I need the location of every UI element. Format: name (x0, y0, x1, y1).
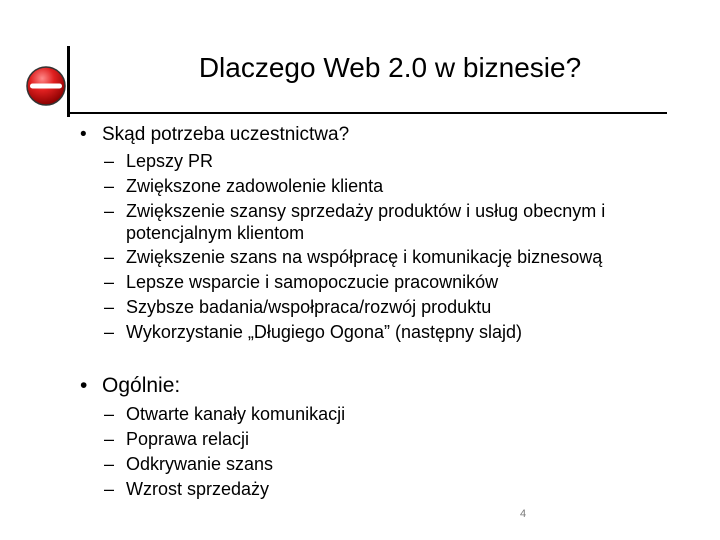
list-item (104, 150, 666, 172)
dash: – (104, 404, 115, 424)
list-item-text: Zwiększenie szans na współpracę i komunikację biznesową (126, 247, 603, 267)
dash: – (104, 429, 115, 449)
dash: – (104, 322, 115, 342)
list-item-text: Zwiększenie szansy sprzedaży produktów i usług obecnym i potencjalnym klientom (126, 201, 606, 243)
list-item (104, 175, 666, 197)
page-number: 4 (520, 508, 527, 520)
list-item (104, 246, 666, 268)
list-item (104, 271, 666, 293)
list-item-text: Zwiększone zadowolenie klienta (126, 176, 384, 196)
list-item-text: Odkrywanie szans (126, 454, 274, 474)
bullet-section-1 (80, 123, 349, 147)
list-item (104, 478, 666, 500)
section-heading: Ogólnie: (102, 374, 181, 397)
dash: – (104, 454, 115, 474)
list-item (104, 321, 666, 343)
list-item (104, 296, 666, 318)
section-heading: Skąd potrzeba uczestnictwa? (102, 124, 350, 145)
red-sphere-icon (25, 65, 67, 107)
list-item-text: Otwarte kanały komunikacji (126, 404, 346, 424)
list-item (104, 428, 666, 450)
title-horizontal-rule (67, 112, 667, 114)
dash: – (104, 176, 115, 196)
list-item-text: Wzrost sprzedaży (126, 479, 270, 499)
dash: – (104, 151, 115, 171)
list-item (104, 403, 666, 425)
dash: – (104, 201, 115, 221)
slide-title: Dlaczego Web 2.0 w biznesie? (198, 52, 582, 83)
list-item-text: Poprawa relacji (126, 429, 250, 449)
dash: – (104, 247, 115, 267)
dash: – (104, 297, 115, 317)
bullet-section-2 (80, 373, 180, 399)
list-item-text: Wykorzystanie „Długiego Ogona” (następny slajd) (126, 322, 523, 342)
bullet-dot: • (80, 374, 88, 397)
bullet-dot: • (80, 124, 87, 145)
list-item (104, 200, 666, 244)
list-item (104, 453, 666, 475)
list-item-text: Szybsze badania/wspołpraca/rozwój produktu (126, 297, 492, 317)
list-item-text: Lepsze wsparcie i samopoczucie pracowników (126, 272, 499, 292)
dash: – (104, 272, 115, 292)
list-item-text: Lepszy PR (126, 151, 214, 171)
dash: – (104, 479, 115, 499)
